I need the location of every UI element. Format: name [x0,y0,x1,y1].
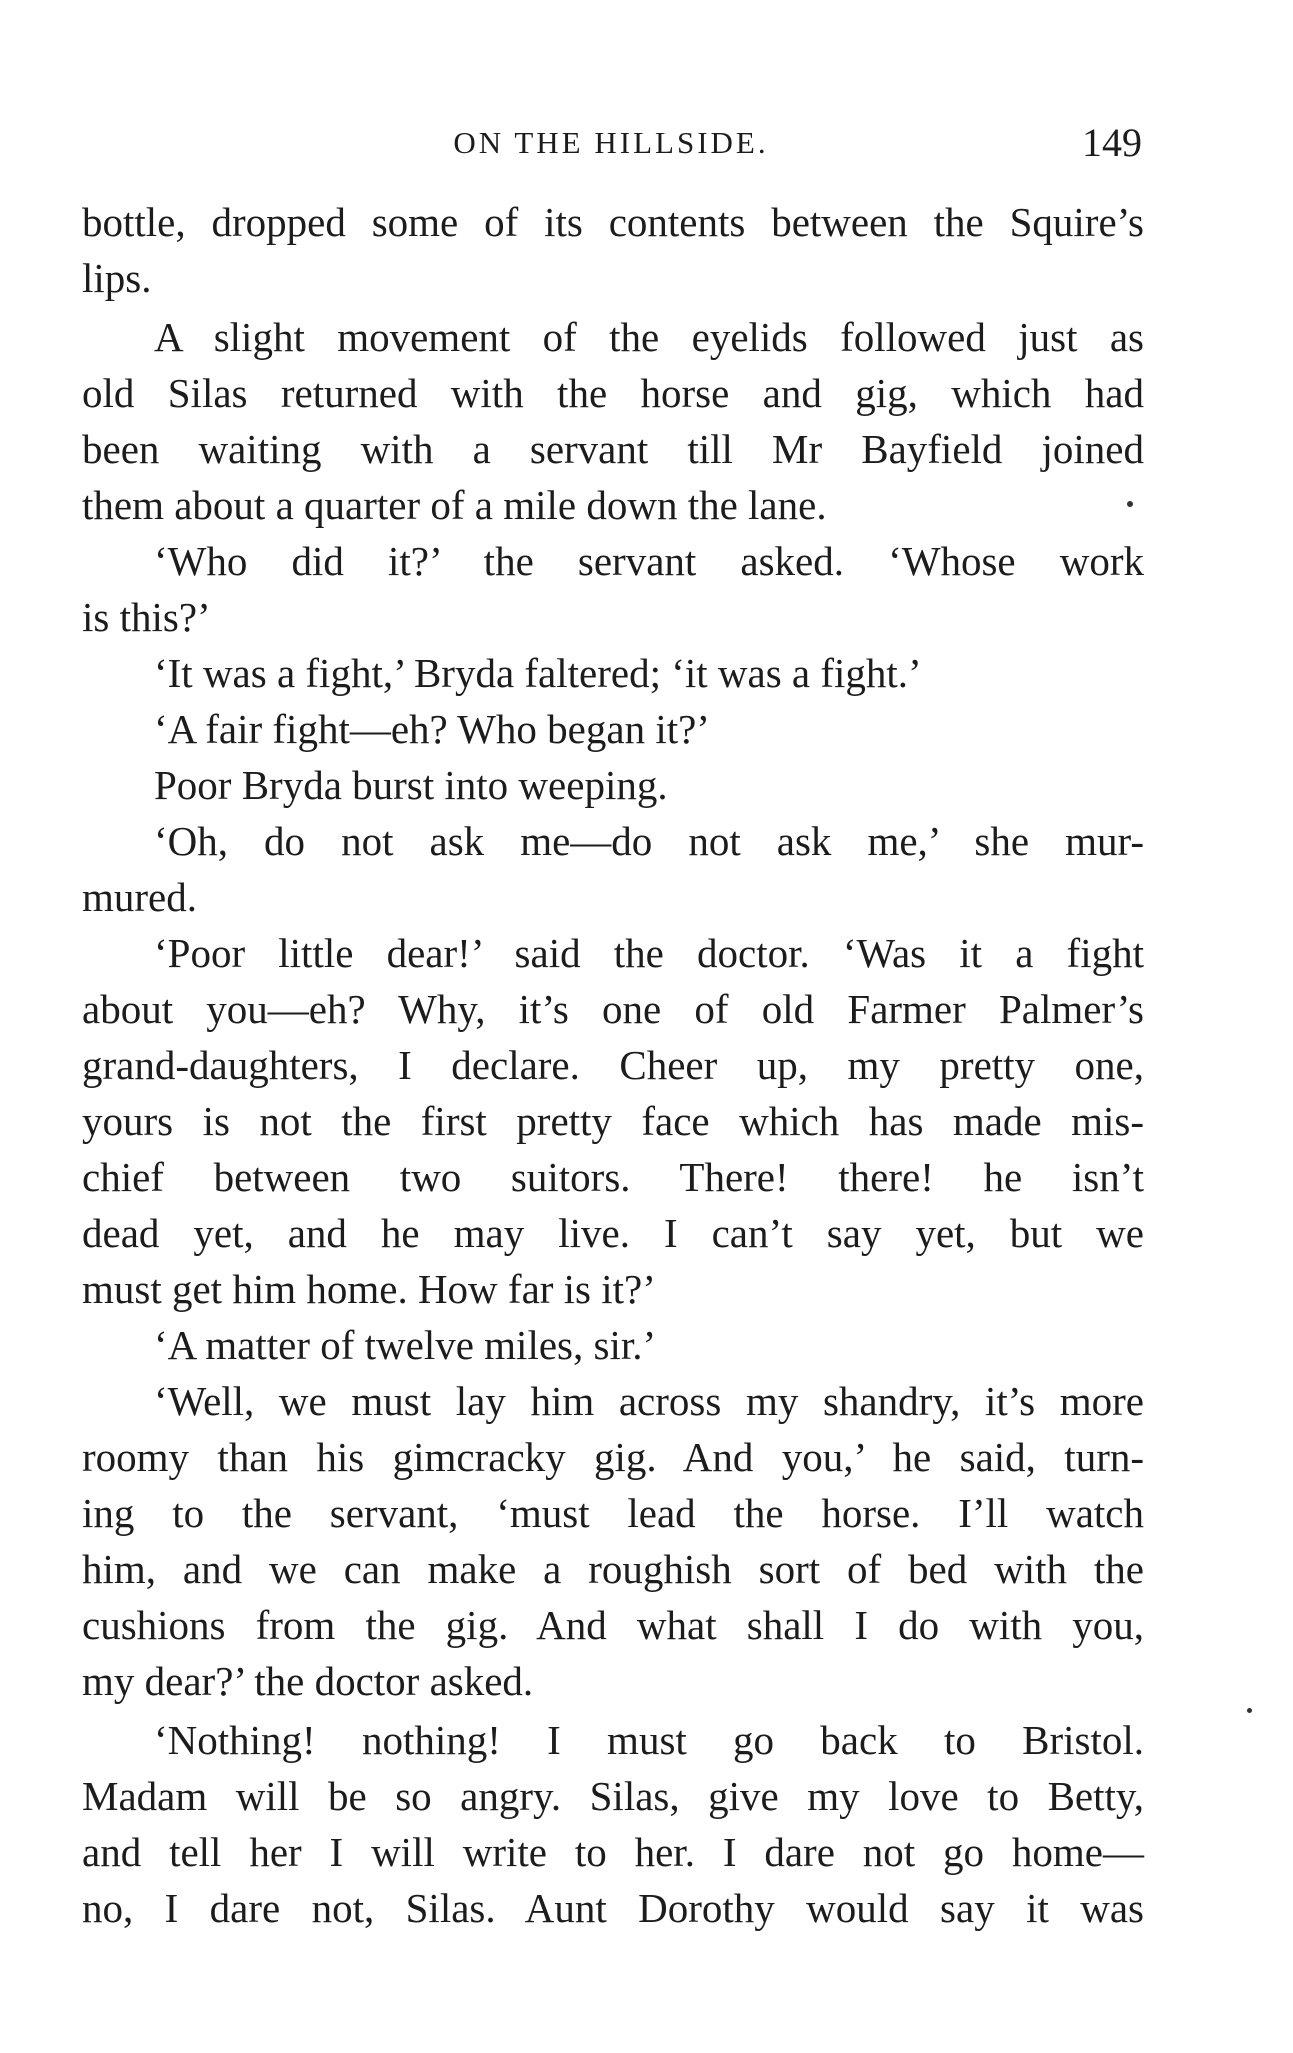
text-line: yours is not the first pretty face which has made mis- [82,1098,1144,1144]
text-line: grand-daughters, I declare. Cheer up, my pretty one, [82,1042,1144,1088]
text-line: ‘Nothing! nothing! I must go back to Bristol. [154,1717,1144,1763]
text-line: mured. [82,874,197,920]
text-line: lips. [82,255,152,301]
text-line: old Silas returned with the horse and gig, which had [82,370,1144,416]
text-line: bottle, dropped some of its contents between the Squire’s [82,199,1144,245]
text-line: my dear?’ the doctor asked. [82,1658,534,1704]
ink-speck [1127,501,1133,507]
body-text [82,194,1144,1936]
text-line: Poor Bryda burst into weeping. [154,762,668,808]
text-line: cushions from the gig. And what shall I do with you, [82,1602,1144,1648]
text-line: ‘Oh, do not ask me—do not ask me,’ she mur- [154,818,1144,864]
text-line: them about a quarter of a mile down the lane. [82,482,827,528]
text-line: no, I dare not, Silas. Aunt Dorothy would say it was [82,1885,1144,1931]
text-line: is this?’ [82,594,211,640]
page-number: 149 [1082,120,1142,165]
text-line: dead yet, and he may live. I can’t say yet, but we [82,1210,1144,1256]
text-line: ‘Well, we must lay him across my shandry, it’s more [154,1378,1144,1424]
ink-speck [1247,1708,1252,1713]
text-line: been waiting with a servant till Mr Bayfield joined [82,426,1144,472]
text-line: Madam will be so angry. Silas, give my love to Betty, [82,1773,1144,1819]
text-line: ‘It was a fight,’ Bryda faltered; ‘it was a fight.’ [154,650,922,696]
text-line: must get him home. How far is it?’ [82,1266,656,1312]
running-head [80,118,1142,168]
text-line: and tell her I will write to her. I dare not go home— [82,1829,1144,1875]
text-line: roomy than his gimcracky gig. And you,’ he said, turn- [82,1434,1144,1480]
text-line: him, and we can make a roughish sort of bed with the [82,1546,1144,1592]
text-line: ‘Who did it?’ the servant asked. ‘Whose work [154,538,1144,584]
text-line: ‘Poor little dear!’ said the doctor. ‘Was it a fight [154,930,1144,976]
text-line: ‘A matter of twelve miles, sir.’ [154,1322,657,1368]
running-title: ON THE HILLSIDE. [453,125,769,160]
text-line: ‘A fair fight—eh? Who began it?’ [154,706,710,752]
text-line: chief between two suitors. There! there! he isn’t [82,1154,1144,1200]
text-line: A slight movement of the eyelids followed just as [154,314,1144,360]
text-line: ing to the servant, ‘must lead the horse. I’ll watch [82,1490,1144,1536]
text-line: about you—eh? Why, it’s one of old Farmer Palmer’s [82,986,1144,1032]
